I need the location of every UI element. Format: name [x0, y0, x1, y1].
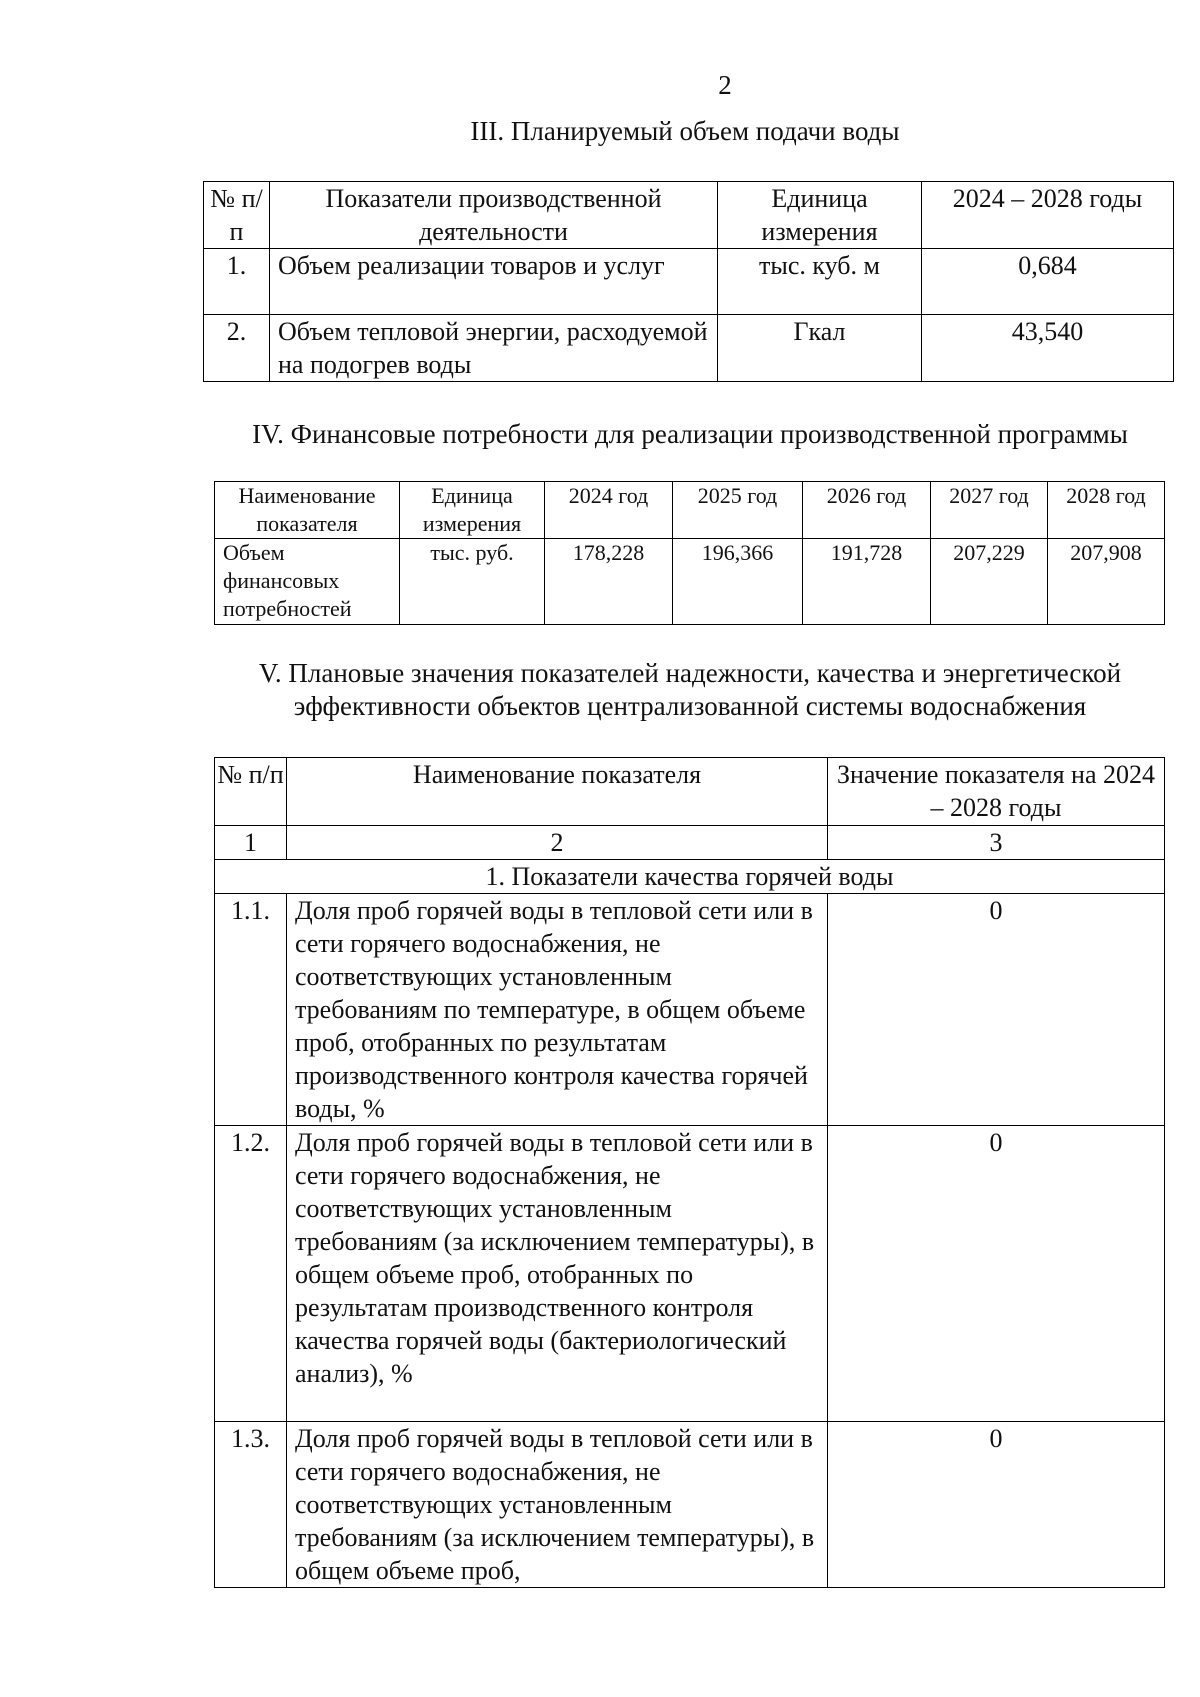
header-2028: 2028 год: [1048, 482, 1165, 539]
row-text: Доля проб горячей воды в тепловой сети или в сети горячего водоснабжения, не соответствующих установленным требованиям (за исключением температуры), в общем объеме проб, отобранных по результатам производственного контроля качества горячей воды (бактериологический анализ), %: [287, 1126, 828, 1422]
row-num: 2.: [204, 315, 270, 382]
column-number-3: 3: [828, 826, 1165, 860]
table-row: [204, 315, 1174, 382]
table-header-row: [204, 182, 1174, 249]
header-2024: 2024 год: [545, 482, 673, 539]
row-num: 1.: [204, 249, 270, 315]
row-value: 0,684: [922, 249, 1174, 315]
section-5-title-line-2: эффективности объектов централизованной системы водоснабжения: [293, 691, 1087, 721]
group-title: 1. Показатели качества горячей воды: [215, 860, 1165, 894]
header-2025: 2025 год: [673, 482, 803, 539]
water-supply-volume-table: [203, 181, 1174, 382]
row-value: 43,540: [922, 315, 1174, 382]
header-indicator: Показатели производственной деятельности: [270, 182, 718, 249]
table-row: [215, 894, 1165, 1126]
value-2026: 191,728: [803, 539, 931, 625]
row-unit: тыс. куб. м: [718, 249, 922, 315]
header-value: Значение показателя на 2024 – 2028 годы: [828, 758, 1165, 826]
row-value: 0: [828, 894, 1165, 1126]
table-header-row: [215, 482, 1165, 539]
row-indicator: Объем тепловой энергии, расходуемой на подогрев воды: [270, 315, 718, 382]
section-4-title: IV. Финансовые потребности для реализации производственной программы: [252, 419, 1128, 449]
row-value: 0: [828, 1422, 1165, 1588]
column-number-1: 1: [215, 826, 287, 860]
header-name: Наименование показателя: [287, 758, 828, 826]
row-num: 1.1.: [215, 894, 287, 1126]
column-number-2: 2: [287, 826, 828, 860]
row-num: 1.2.: [215, 1126, 287, 1422]
row-name: Объем финансовых потребностей: [215, 539, 400, 625]
header-unit: Единица измерения: [400, 482, 545, 539]
header-period: 2024 – 2028 годы: [922, 182, 1174, 249]
table-row: [215, 1126, 1165, 1422]
row-num: 1.3.: [215, 1422, 287, 1588]
table-row: [204, 249, 1174, 315]
column-number-row: [215, 826, 1165, 860]
header-num: № п/п: [204, 182, 270, 249]
value-2024: 178,228: [545, 539, 673, 625]
table-row: [215, 539, 1165, 625]
row-indicator: Объем реализации товаров и услуг: [270, 249, 718, 315]
reliability-indicators-table: [214, 757, 1165, 1588]
row-unit: Гкал: [718, 315, 922, 382]
section-3-title: III. Планируемый объем подачи воды: [470, 116, 900, 146]
table-header-row: [215, 758, 1165, 826]
row-unit: тыс. руб.: [400, 539, 545, 625]
header-2027: 2027 год: [931, 482, 1048, 539]
group-title-row: [215, 860, 1165, 894]
row-text: Доля проб горячей воды в тепловой сети или в сети горячего водоснабжения, не соответствующих установленным требованиям по температуре, в общем объеме проб, отобранных по результатам производственного контроля качества горячей воды, %: [287, 894, 828, 1126]
financial-needs-table: [214, 481, 1165, 625]
value-2028: 207,908: [1048, 539, 1165, 625]
value-2025: 196,366: [673, 539, 803, 625]
value-2027: 207,229: [931, 539, 1048, 625]
row-value: 0: [828, 1126, 1165, 1422]
header-2026: 2026 год: [803, 482, 931, 539]
header-unit: Единица измерения: [718, 182, 922, 249]
header-name: Наименование показателя: [215, 482, 400, 539]
header-num: № п/п: [215, 758, 287, 826]
section-5-title-line-1: V. Плановые значения показателей надежности, качества и энергетической: [258, 658, 1122, 688]
table-row: [215, 1422, 1165, 1588]
row-text: Доля проб горячей воды в тепловой сети или в сети горячего водоснабжения, не соответствующих установленным требованиям (за исключением температуры), в общем объеме проб,: [287, 1422, 828, 1588]
page-number: 2: [718, 70, 732, 100]
